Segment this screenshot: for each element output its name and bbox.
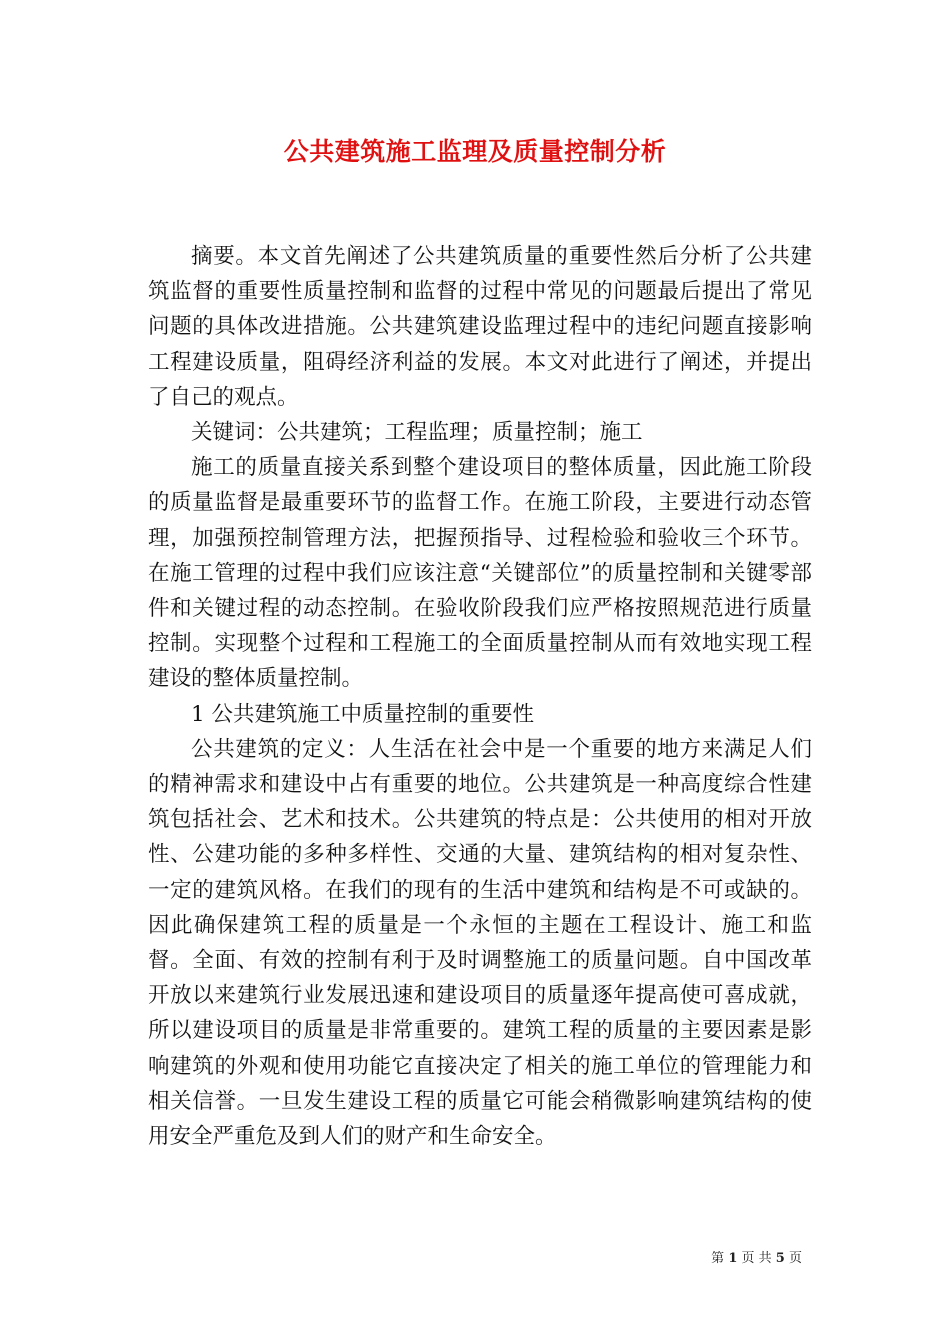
footer-suffix: 页 xyxy=(788,1251,802,1266)
section-paragraph: 公共建筑的定义：人生活在社会中是一个重要的地方来满足人们的精神需求和建设中占有重要的地位。公共建筑是一种高度综合性建筑包括社会、艺术和技术。公共建筑的特点是：公共使用的相对开放性、公建功能的多种多样性、交通的大量、建筑结构的相对复杂性、一定的建筑风格。在我们的现有的生活中建筑和结构是不可或缺的。因此确保建筑工程的质量是一个永恒的主题在工程设计、施工和监督。全面、有效的控制有利于及时调整施工的质量问题。自中国改革开放以来建筑行业发展迅速和建设项目的质量逐年提高使可喜成就，所以建设项目的质量是非常重要的。建筑工程的质量的主要因素是影响建筑的外观和使用功能它直接决定了相关的施工单位的管理能力和相关信誉。一旦发生建设工程的质量它可能会稍微影响建筑结构的使用安全严重危及到人们的财产和生命安全。 xyxy=(148,736,812,1150)
current-page-number: 1 xyxy=(728,1251,738,1266)
document-title: 公共建筑施工监理及质量控制分析 xyxy=(283,137,667,166)
footer-prefix: 第 xyxy=(711,1251,725,1266)
footer-middle: 页 共 xyxy=(741,1251,772,1266)
page-footer xyxy=(0,1247,802,1266)
intro-paragraph: 施工的质量直接关系到整个建设项目的整体质量，因此施工阶段的质量监督是最重要环节的监督工作。在施工阶段，主要进行动态管理，加强预控制管理方法，把握预指导、过程检验和验收三个环节。在施工管理的过程中我们应该注意“关键部位”的质量控制和关键零部件和关键过程的动态控制。在验收阶段我们应严格按照规范进行质量控制。实现整个过程和工程施工的全面质量控制从而有效地实现工程建设的整体质量控制。 xyxy=(148,455,812,692)
abstract-paragraph: 摘要。本文首先阐述了公共建筑质量的重要性然后分析了公共建筑监督的重要性质量控制和监督的过程中常见的问题最后提出了常见问题的具体改进措施。公共建筑建设监理过程中的违纪问题直接影响工程建设质量，阻碍经济利益的发展。本文对此进行了阐述，并提出了自己的观点。 xyxy=(148,244,812,410)
keywords-line: 关键词：公共建筑；工程监理；质量控制；施工 xyxy=(191,420,643,446)
total-pages-number: 5 xyxy=(775,1251,785,1266)
document-body xyxy=(148,239,812,1154)
section-heading: 1 公共建筑施工中质量控制的重要性 xyxy=(191,701,535,727)
